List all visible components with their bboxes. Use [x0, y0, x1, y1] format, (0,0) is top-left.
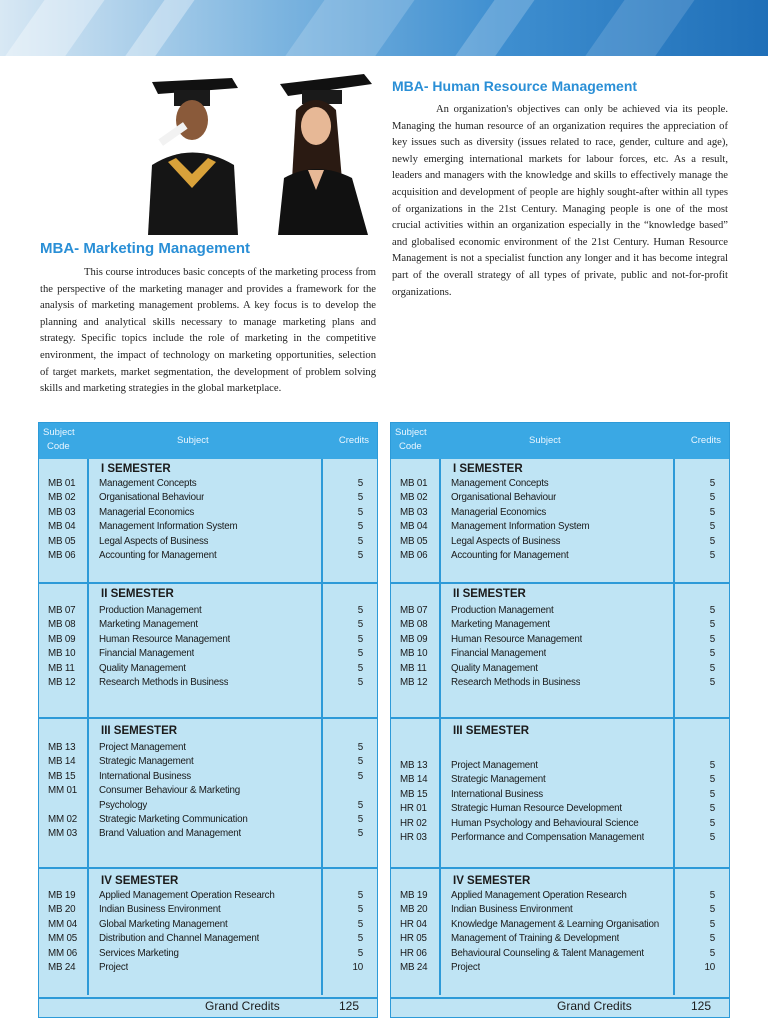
subject-credits: 5	[357, 506, 363, 518]
subject-credits: 5	[709, 619, 715, 631]
subject-credits: 5	[357, 535, 363, 547]
semester-title: II SEMESTER	[453, 588, 526, 600]
subject-credits: 5	[357, 521, 363, 533]
marketing-description-text: This course introduces basic concepts of the marketing process from the perspective of the marketing manager and provides a framework for the analysis of marketing management problems. A key focus is to develop the planning and analytical skills necessary to manage marketing plans and strategy. Specific topics include the role of marketing in the competitive environment, the impact of technology on marketing opportunities, selection of target markets, market segmentation, the development of problem solving skills and marketing strategies in the global marketplace.	[40, 267, 376, 395]
subject-credits: 5	[357, 550, 363, 561]
subject-code: MB 09	[400, 633, 428, 645]
subject-code: MB 05	[400, 535, 428, 547]
subject-name: Quality Management	[451, 662, 538, 674]
subject-name: Applied Management Operation Research	[99, 890, 275, 901]
subject-code: MB 06	[48, 550, 76, 561]
column-divider	[439, 459, 441, 995]
subject-code: MB 09	[48, 633, 76, 645]
header-subject-code-line2: Code	[399, 441, 422, 452]
grand-credits-value: 125	[338, 999, 359, 1013]
subject-credits: 5	[357, 742, 363, 753]
table-header	[391, 423, 729, 459]
header-credits: Credits	[338, 435, 369, 446]
subject-name: International Business	[99, 770, 191, 782]
subject-name: Indian Business Environment	[451, 904, 573, 916]
grand-credits-value: 125	[690, 999, 711, 1013]
subject-credits: 5	[709, 550, 715, 561]
subject-credits: 5	[357, 478, 363, 489]
section-divider	[39, 867, 377, 869]
subject-credits: 5	[709, 933, 715, 945]
subject-name: Management Concepts	[99, 478, 197, 489]
subject-name: Managerial Economics	[451, 506, 547, 518]
column-divider	[321, 459, 323, 995]
graduate-photo-female	[272, 70, 380, 235]
subject-credits: 5	[709, 521, 715, 533]
subject-credits: 5	[709, 760, 715, 771]
subject-code: MB 15	[400, 788, 428, 800]
subject-credits: 5	[357, 770, 363, 782]
section-divider	[39, 717, 377, 719]
curriculum-table-marketing	[38, 422, 378, 1018]
subject-code: MB 03	[400, 506, 428, 518]
subject-credits: 5	[709, 662, 715, 674]
semester-title: III SEMESTER	[453, 725, 530, 737]
subject-code: MB 12	[48, 677, 76, 688]
subject-name: Project	[99, 962, 129, 973]
subject-name: Brand Valuation and Management	[99, 828, 241, 840]
subject-credits: 5	[709, 535, 715, 547]
subject-name: Management Concepts	[451, 478, 549, 489]
subject-name: Distribution and Channel Management	[99, 933, 260, 945]
subject-credits: 5	[357, 904, 363, 916]
subject-name: Human Psychology and Behavioural Science	[451, 817, 639, 829]
subject-credits: 5	[709, 918, 715, 930]
table-header	[39, 423, 377, 459]
subject-code: MB 04	[400, 521, 428, 533]
subject-code: MB 19	[48, 890, 76, 901]
marketing-section-title: MBA- Marketing Management	[40, 240, 251, 257]
subject-name: Human Resource Management	[99, 633, 231, 645]
subject-code: MB 02	[400, 492, 428, 504]
subject-code: MB 10	[48, 648, 76, 660]
subject-name: Strategic Management	[99, 756, 194, 768]
subject-code: MB 14	[400, 774, 428, 786]
header-subject-code-line2: Code	[47, 441, 70, 452]
subject-name: International Business	[451, 788, 543, 800]
subject-name: Quality Management	[99, 662, 186, 674]
semester-title: I SEMESTER	[453, 463, 523, 475]
subject-code: MB 05	[48, 535, 76, 547]
subject-name: Strategic Marketing Communication	[99, 814, 248, 825]
subject-name: Consumer Behaviour & Marketing	[99, 785, 241, 797]
subject-name: Legal Aspects of Business	[99, 535, 209, 547]
subject-name: Legal Aspects of Business	[451, 535, 561, 547]
section-divider	[391, 867, 729, 869]
subject-credits: 5	[709, 817, 715, 829]
subject-name: Project Management	[451, 760, 538, 771]
subject-credits: 5	[709, 506, 715, 518]
subject-code: HR 06	[400, 947, 427, 959]
curriculum-table-hr	[390, 422, 730, 1018]
subject-code: MB 08	[400, 619, 428, 631]
subject-name: Financial Management	[99, 648, 195, 660]
header-subject: Subject	[177, 435, 209, 446]
subject-credits: 5	[709, 605, 715, 616]
subject-code: HR 01	[400, 803, 427, 815]
subject-code: MB 01	[400, 478, 428, 489]
subject-credits: 5	[357, 619, 363, 631]
subject-code: MB 24	[48, 962, 76, 973]
header-subject-code-line1: Subject	[43, 427, 75, 438]
subject-credits: 5	[357, 828, 363, 840]
subject-code: MB 04	[48, 521, 76, 533]
subject-code: MB 08	[48, 619, 76, 631]
subject-name: Human Resource Management	[451, 633, 583, 645]
subject-code: MB 12	[400, 677, 428, 688]
subject-code: MB 13	[400, 760, 428, 771]
subject-credits: 5	[357, 648, 363, 660]
subject-name: Management of Training & Development	[451, 933, 620, 945]
subject-name: Production Management	[451, 605, 554, 616]
subject-name: Accounting for Management	[99, 550, 217, 561]
subject-credits: 5	[357, 890, 363, 901]
subject-credits: 5	[357, 605, 363, 616]
graduate-photo-male	[138, 70, 246, 235]
subject-code: HR 03	[400, 832, 427, 843]
header-subject: Subject	[529, 435, 561, 446]
subject-credits: 5	[709, 648, 715, 660]
subject-credits: 5	[709, 890, 715, 901]
subject-code: MM 03	[48, 828, 77, 840]
subject-credits: 5	[709, 832, 715, 843]
subject-code: MB 03	[48, 506, 76, 518]
subject-credits: 5	[709, 633, 715, 645]
subject-credits: 5	[709, 478, 715, 489]
subject-name: Marketing Management	[451, 619, 550, 631]
subject-code: MM 01	[48, 785, 77, 797]
subject-name: Marketing Management	[99, 619, 198, 631]
hr-section-title: MBA- Human Resource Management	[392, 78, 638, 94]
subject-credits: 5	[357, 799, 363, 811]
marketing-description	[40, 265, 376, 398]
subject-credits: 5	[709, 677, 715, 688]
subject-name: Indian Business Environment	[99, 904, 221, 916]
column-divider	[673, 459, 675, 995]
subject-credits: 5	[357, 677, 363, 688]
semester-title: II SEMESTER	[101, 588, 174, 600]
grand-credits-label: Grand Credits	[557, 999, 632, 1013]
grand-credits-label: Grand Credits	[205, 999, 280, 1013]
subject-name: Strategic Human Resource Development	[451, 803, 622, 815]
subject-code: HR 05	[400, 933, 427, 945]
section-divider	[39, 582, 377, 584]
section-divider	[391, 717, 729, 719]
subject-name: Psychology	[99, 799, 148, 811]
subject-name: Organisational Behaviour	[99, 492, 205, 504]
subject-code: MB 06	[400, 550, 428, 561]
subject-name: Knowledge Management & Learning Organisation	[451, 918, 659, 930]
subject-credits: 5	[709, 774, 715, 786]
subject-code: HR 02	[400, 817, 427, 829]
subject-credits: 10	[352, 962, 363, 973]
subject-code: MB 02	[48, 492, 76, 504]
subject-credits: 5	[709, 904, 715, 916]
subject-code: MB 15	[48, 770, 76, 782]
subject-code: MB 20	[400, 904, 428, 916]
subject-credits: 5	[709, 788, 715, 800]
header-banner	[0, 0, 768, 56]
subject-name: Behavioural Counseling & Talent Management	[451, 947, 644, 959]
subject-credits: 5	[709, 803, 715, 815]
semester-title: IV SEMESTER	[101, 875, 179, 887]
semester-title: III SEMESTER	[101, 725, 178, 737]
subject-name: Project Management	[99, 742, 186, 753]
subject-code: MM 04	[48, 918, 77, 930]
subject-code: MM 06	[48, 947, 77, 959]
subject-name: Performance and Compensation Management	[451, 832, 645, 843]
subject-credits: 10	[704, 962, 715, 973]
subject-name: Global Marketing Management	[99, 918, 228, 930]
subject-code: MB 11	[48, 662, 75, 674]
subject-name: Project	[451, 962, 481, 973]
subject-name: Accounting for Management	[451, 550, 569, 561]
subject-name: Research Methods in Business	[451, 677, 581, 688]
subject-code: MB 14	[48, 756, 76, 768]
subject-name: Managerial Economics	[99, 506, 195, 518]
subject-code: MB 07	[48, 605, 76, 616]
subject-name: Applied Management Operation Research	[451, 890, 627, 901]
column-divider	[87, 459, 89, 995]
subject-name: Management Information System	[451, 521, 590, 533]
subject-name: Organisational Behaviour	[451, 492, 557, 504]
subject-credits: 5	[357, 933, 363, 945]
subject-code: MB 07	[400, 605, 428, 616]
subject-code: MM 02	[48, 814, 77, 825]
subject-code: MB 01	[48, 478, 76, 489]
subject-code: HR 04	[400, 918, 427, 930]
subject-name: Strategic Management	[451, 774, 546, 786]
subject-code: MB 10	[400, 648, 428, 660]
subject-credits: 5	[357, 918, 363, 930]
hr-description	[392, 102, 728, 301]
section-divider	[391, 582, 729, 584]
subject-credits: 5	[357, 662, 363, 674]
subject-code: MM 05	[48, 933, 77, 945]
subject-credits: 5	[357, 633, 363, 645]
subject-credits: 5	[357, 756, 363, 768]
subject-name: Production Management	[99, 605, 202, 616]
subject-code: MB 13	[48, 742, 76, 753]
hr-description-text: An organization's objectives can only be achieved via its people. Managing the human resource of an organization requires the appreciation of key issues such as diversity (issues related to race, gender, culture and age), newly emerging international markets for labour forces, etc. As a result, leaders and managers with the knowledge and skills to effectively manage the acquisition and development of people are highly sought-after within all types of organizations in the 21st Century. Managing people is one of the most crucial activities within an organization especially in the “knowledge based” and globalised economic environment of the 21st Century. Human Resource Management is not a specialist function any longer and it has become integral part of the overall strategy of all types of private, public and not-for-profit organizations.	[392, 104, 728, 298]
subject-credits: 5	[709, 947, 715, 959]
subject-credits: 5	[357, 947, 363, 959]
subject-name: Management Information System	[99, 521, 238, 533]
semester-title: I SEMESTER	[101, 463, 171, 475]
header-credits: Credits	[690, 435, 721, 446]
subject-name: Research Methods in Business	[99, 677, 229, 688]
subject-code: MB 11	[400, 662, 427, 674]
subject-credits: 5	[709, 492, 715, 504]
subject-name: Financial Management	[451, 648, 547, 660]
subject-code: MB 24	[400, 962, 428, 973]
subject-credits: 5	[357, 814, 363, 825]
subject-name: Services Marketing	[99, 947, 179, 959]
semester-title: IV SEMESTER	[453, 875, 531, 887]
subject-code: MB 20	[48, 904, 76, 916]
subject-credits: 5	[357, 492, 363, 504]
subject-code: MB 19	[400, 890, 428, 901]
header-subject-code-line1: Subject	[395, 427, 427, 438]
